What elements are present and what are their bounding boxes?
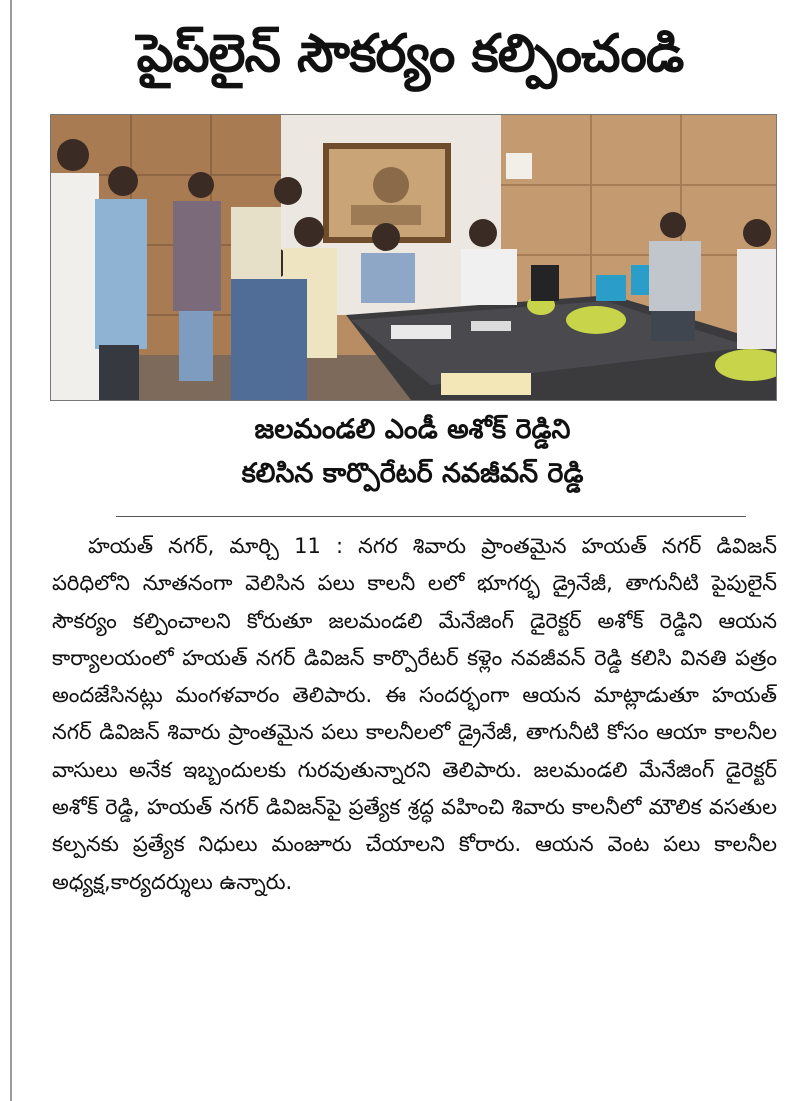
article-paragraph: హయత్ నగర్, మార్చి 11 : నగర శివారు ప్రాంతమైన హయత్ నగర్ డివిజన్ పరిధిలోని నూతనంగా వెలిసిన పలు కాలనీ లలో భూగర్భ డ్రైనేజీ, తాగునీటి పైపులైన్ సౌకర్యం కల్పించాలని కోరుతూ జలమండలి మేనేజింగ్ డైరెక్టర్ అశోక్ రెడ్డిని ఆయన కార్యాలయంలో హయత్ నగర్ డివిజన్ కార్పొరేటర్ కళ్లెం నవజీవన్ రెడ్డి కలిసి వినతి పత్రం అందజేసినట్లు మంగళవారం తెలిపారు. ఈ సందర్భంగా ఆయన మాట్లాడుతూ హయత్ నగర్ డివిజన్ శివారు ప్రాంతమైన పలు కాలనీలలో డ్రైనేజీ, తాగునీటి కోసం ఆయా కాలనీల వాసులు అనేక ఇబ్బందులకు గురవుతున్నారని తెలిపారు. జలమండలి మేనేజింగ్ డైరెక్టర్ అశోక్ రెడ్డి, హయత్ నగర్ డివిజన్‌పై ప్రత్యేక శ్రద్ధ వహించి శివారు కాలనీలో మౌలిక వసతుల కల్పనకు ప్రత్యేక నిధులు మంజూరు చేయాలని కోరారు. ఆయన వెంట పలు కాలనీల అధ్యక్ష,కార్యదర్శులు ఉన్నారు.	[52, 534, 777, 894]
article-body	[52, 528, 777, 1096]
caption-separator	[116, 516, 746, 517]
photo-caption-line-2: కలిసిన కార్పొరేటర్ నవజీవన్ రెడ్డి	[241, 458, 584, 489]
news-photo	[50, 114, 777, 401]
headline: పైప్‌లైన్ సౌకర్యం కల్పించండి	[136, 24, 684, 84]
photo-caption-line-1: జలమండలి ఎండీ అశోక్ రెడ్డిని	[254, 414, 571, 445]
column-rule	[10, 0, 12, 1101]
